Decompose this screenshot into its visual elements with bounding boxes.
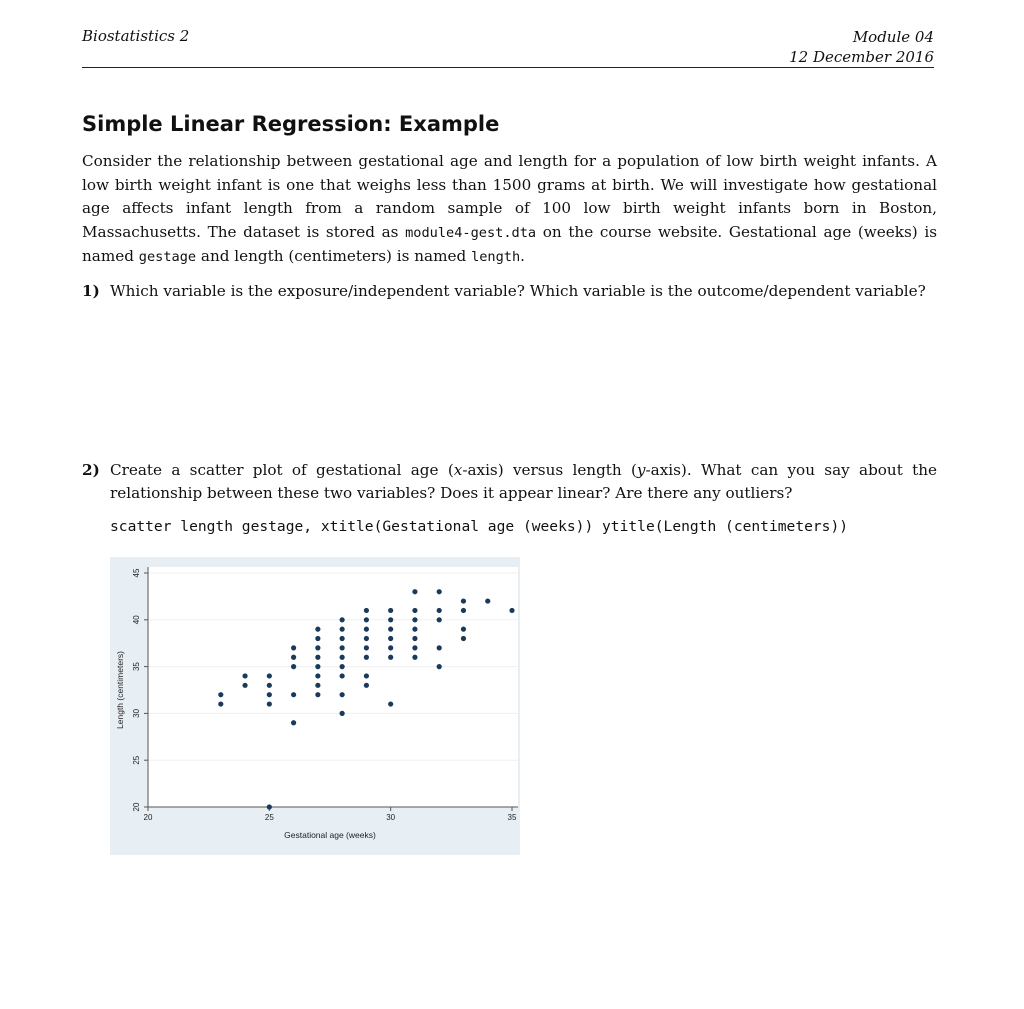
- y-tick-label-35: 35: [132, 662, 141, 672]
- intro-text-3: and length (centimeters) is named: [196, 247, 472, 265]
- data-point: [364, 673, 369, 678]
- question-1-number: 1): [82, 282, 100, 300]
- data-point: [218, 692, 223, 697]
- module-label: Module 04: [852, 28, 934, 46]
- data-point: [340, 627, 345, 632]
- data-point: [315, 636, 320, 641]
- data-point: [461, 636, 466, 641]
- data-point: [412, 617, 417, 622]
- module-info: [789, 27, 934, 67]
- data-point: [364, 627, 369, 632]
- data-point: [315, 627, 320, 632]
- data-point: [412, 645, 417, 650]
- data-point: [388, 608, 393, 613]
- data-point: [437, 617, 442, 622]
- data-point: [340, 655, 345, 660]
- data-point: [461, 598, 466, 603]
- data-point: [364, 608, 369, 613]
- y-var: y: [636, 461, 646, 479]
- data-point: [291, 664, 296, 669]
- data-point: [291, 692, 296, 697]
- data-point: [267, 673, 272, 678]
- data-point: [509, 608, 514, 613]
- data-point: [242, 673, 247, 678]
- data-point: [267, 683, 272, 688]
- data-point: [437, 589, 442, 594]
- data-point: [388, 701, 393, 706]
- data-point: [412, 655, 417, 660]
- data-point: [412, 636, 417, 641]
- scatter-svg: [110, 557, 520, 855]
- data-point: [437, 608, 442, 613]
- stata-command: scatter length gestage, xtitle(Gestational age (weeks)) ytitle(Length (centimeters)): [110, 518, 849, 535]
- y-tick-label-30: 30: [132, 708, 141, 718]
- question-2: [82, 459, 937, 505]
- data-point: [267, 804, 272, 809]
- y-axis-title: Length (centimeters): [115, 651, 125, 729]
- data-point: [340, 617, 345, 622]
- data-point: [315, 655, 320, 660]
- x-axis-title: Gestational age (weeks): [284, 830, 376, 840]
- y-tick-label-40: 40: [132, 615, 141, 625]
- x-tick-label-20: 20: [143, 813, 153, 822]
- data-point: [315, 673, 320, 678]
- data-point: [364, 617, 369, 622]
- data-point: [485, 598, 490, 603]
- data-point: [437, 664, 442, 669]
- data-point: [388, 655, 393, 660]
- data-point: [340, 636, 345, 641]
- data-point: [412, 589, 417, 594]
- gestage-variable: gestage: [138, 249, 197, 265]
- data-point: [412, 608, 417, 613]
- question-2-text-1: Create a scatter plot of gestational age (: [110, 461, 454, 479]
- data-point: [388, 627, 393, 632]
- data-point: [291, 645, 296, 650]
- data-point: [388, 645, 393, 650]
- data-point: [291, 720, 296, 725]
- data-point: [340, 664, 345, 669]
- intro-text-4: .: [520, 247, 525, 265]
- data-point: [340, 673, 345, 678]
- intro-text-1: Consider the relationship between gestational age and length for a population of low birth weight infants. A low birth weight infant is one that weighs less than 1500 grams at birth. We will investigate how gestational age affects infant length from a random sample of 100 low birth weight infants born in Boston, Massachusetts. The dataset is stored as: [82, 152, 937, 241]
- data-point: [340, 711, 345, 716]
- data-point: [412, 627, 417, 632]
- x-tick-label-30: 30: [386, 813, 396, 822]
- intro-paragraph: [82, 150, 937, 270]
- question-2-text-2: -axis) versus length (: [462, 461, 637, 479]
- data-point: [267, 701, 272, 706]
- data-point: [267, 692, 272, 697]
- y-tick-label-25: 25: [132, 755, 141, 765]
- x-tick-label-35: 35: [507, 813, 517, 822]
- question-2-text: [110, 459, 937, 505]
- data-point: [242, 683, 247, 688]
- data-point: [315, 664, 320, 669]
- header-rule: [82, 67, 934, 68]
- question-2-number: 2): [82, 461, 100, 479]
- question-2-text-3: -axis). What can you say about the relationship between these two variables? Does it appear linear? Are there any outliers?: [110, 461, 937, 502]
- question-1: [82, 280, 937, 303]
- scatter-plot: [110, 557, 520, 855]
- data-point: [364, 645, 369, 650]
- y-tick-label-45: 45: [132, 568, 141, 578]
- x-var: x: [453, 461, 463, 479]
- data-point: [340, 692, 345, 697]
- y-tick-label-20: 20: [132, 802, 141, 812]
- dataset-filename: module4-gest.dta: [405, 224, 537, 241]
- data-point: [315, 683, 320, 688]
- length-variable: length: [471, 249, 521, 265]
- data-point: [315, 645, 320, 650]
- data-point: [364, 655, 369, 660]
- data-point: [340, 645, 345, 650]
- section-title: Simple Linear Regression: Example: [82, 112, 500, 136]
- data-point: [461, 608, 466, 613]
- data-point: [461, 627, 466, 632]
- data-point: [364, 636, 369, 641]
- data-point: [315, 692, 320, 697]
- question-1-text: Which variable is the exposure/independent variable? Which variable is the outcome/dependent variable?: [110, 282, 926, 300]
- intro-text-2: on the course website. Gestational age (weeks) is named: [82, 222, 938, 265]
- data-point: [437, 645, 442, 650]
- course-title: Biostatistics 2: [82, 27, 190, 45]
- x-tick-label-25: 25: [264, 813, 274, 822]
- data-point: [388, 617, 393, 622]
- data-point: [291, 655, 296, 660]
- data-point: [388, 636, 393, 641]
- date-label: 12 December 2016: [789, 48, 934, 66]
- data-point: [364, 683, 369, 688]
- data-point: [218, 701, 223, 706]
